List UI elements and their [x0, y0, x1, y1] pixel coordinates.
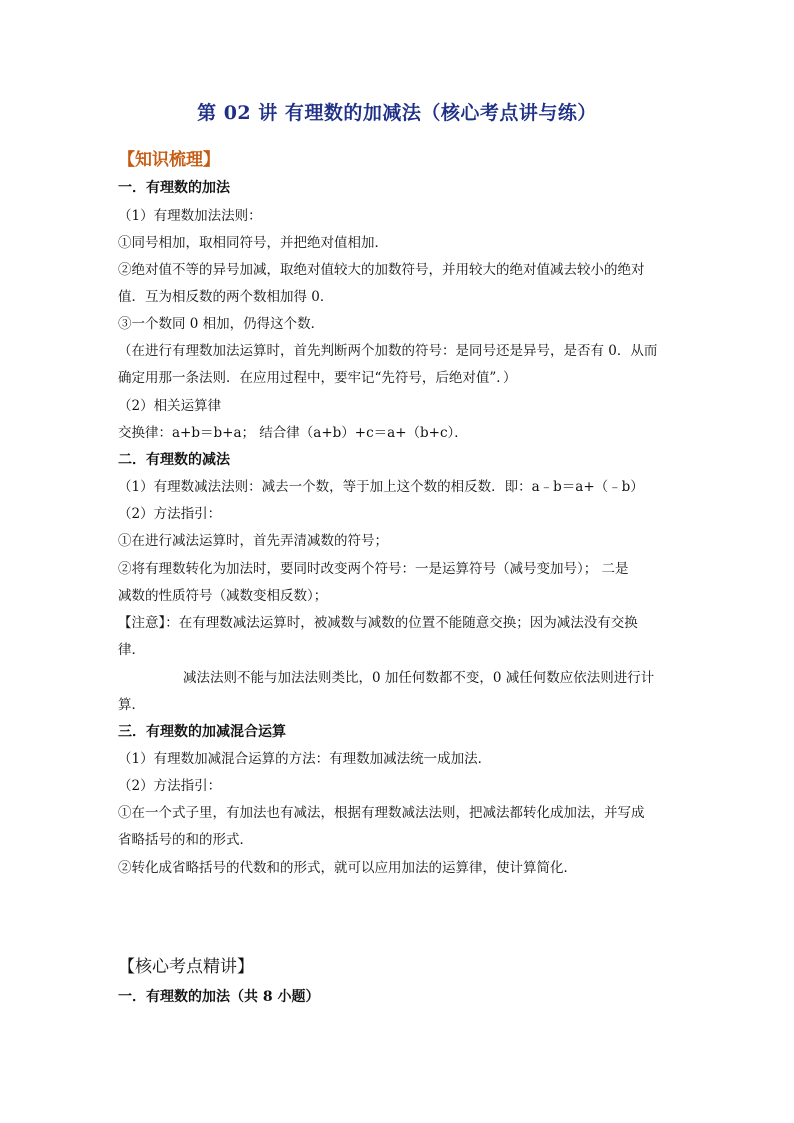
- text-line: （1）有理数减法法则：减去一个数，等于加上这个数的相反数．即：a﹣b＝a+（﹣b）: [118, 479, 644, 495]
- text-line: ②绝对值不等的异号加减，取绝对值较大的加数符号，并用较大的绝对值减去较小的绝对: [118, 262, 645, 278]
- text-line: （2）方法指引：: [118, 778, 222, 794]
- text-line: ①在进行减法运算时，首先弄清减数的符号；: [118, 533, 388, 549]
- text-line: 交换律：a+b＝b+a； 结合律（a+b）+c＝a+（b+c）．: [118, 425, 468, 441]
- text-line: ①同号相加，取相同符号，并把绝对值相加．: [118, 235, 388, 251]
- text-line: 减法法则不能与加法法则类比，0 加任何数都不变，0 减任何数应依法则进行计: [183, 670, 655, 686]
- heading-addition: 一．有理数的加法: [118, 180, 230, 196]
- text-line: （2）相关运算律: [118, 398, 222, 414]
- text-line: 算．: [118, 697, 145, 713]
- text-line: （2）方法指引：: [118, 506, 222, 522]
- text-line: 【注意】：在有理数减法运算时，被减数与减数的位置不能随意交换；因为减法没有交换: [118, 615, 638, 631]
- heading-subtraction: 二．有理数的减法: [118, 452, 230, 468]
- text-line: 减数的性质符号（减数变相反数）；: [118, 588, 328, 604]
- heading-mixed: 三．有理数的加减混合运算: [118, 724, 286, 740]
- text-line: ②将有理数转化为加法时，要同时改变两个符号：一是运算符号（减号变加号）； 二是: [118, 561, 629, 577]
- text-line: （1）有理数加法法则：: [118, 208, 262, 224]
- core-section-tag: 【核心考点精讲】: [118, 957, 254, 977]
- text-line: 省略括号的和的形式．: [118, 832, 253, 848]
- text-line: 律．: [118, 642, 145, 658]
- text-line: 值．互为相反数的两个数相加得 0．: [118, 289, 334, 305]
- text-line: ③一个数同 0 相加，仍得这个数．: [118, 316, 325, 332]
- page-title: 第 02 讲 有理数的加减法（核心考点讲与练）: [197, 102, 597, 124]
- text-line: （在进行有理数加法运算时，首先判断两个加数的符号：是同号还是异号，是否有 0．从而: [118, 343, 658, 359]
- knowledge-section-tag: 【知识梳理】: [118, 150, 220, 170]
- text-line: （1）有理数加减混合运算的方法：有理数加减法统一成加法．: [118, 751, 492, 767]
- text-line: ①在一个式子里，有加法也有减法，根据有理数减法法则，把减法都转化成加法，并写成: [118, 805, 645, 821]
- heading-core-first: 一．有理数的加法（共 8 小题）: [118, 989, 320, 1005]
- text-line: 确定用那一条法则．在应用过程中，要牢记“先符号，后绝对值”．）: [118, 370, 517, 386]
- text-line: ②转化成省略括号的代数和的形式，就可以应用加法的运算律，使计算简化．: [118, 860, 577, 876]
